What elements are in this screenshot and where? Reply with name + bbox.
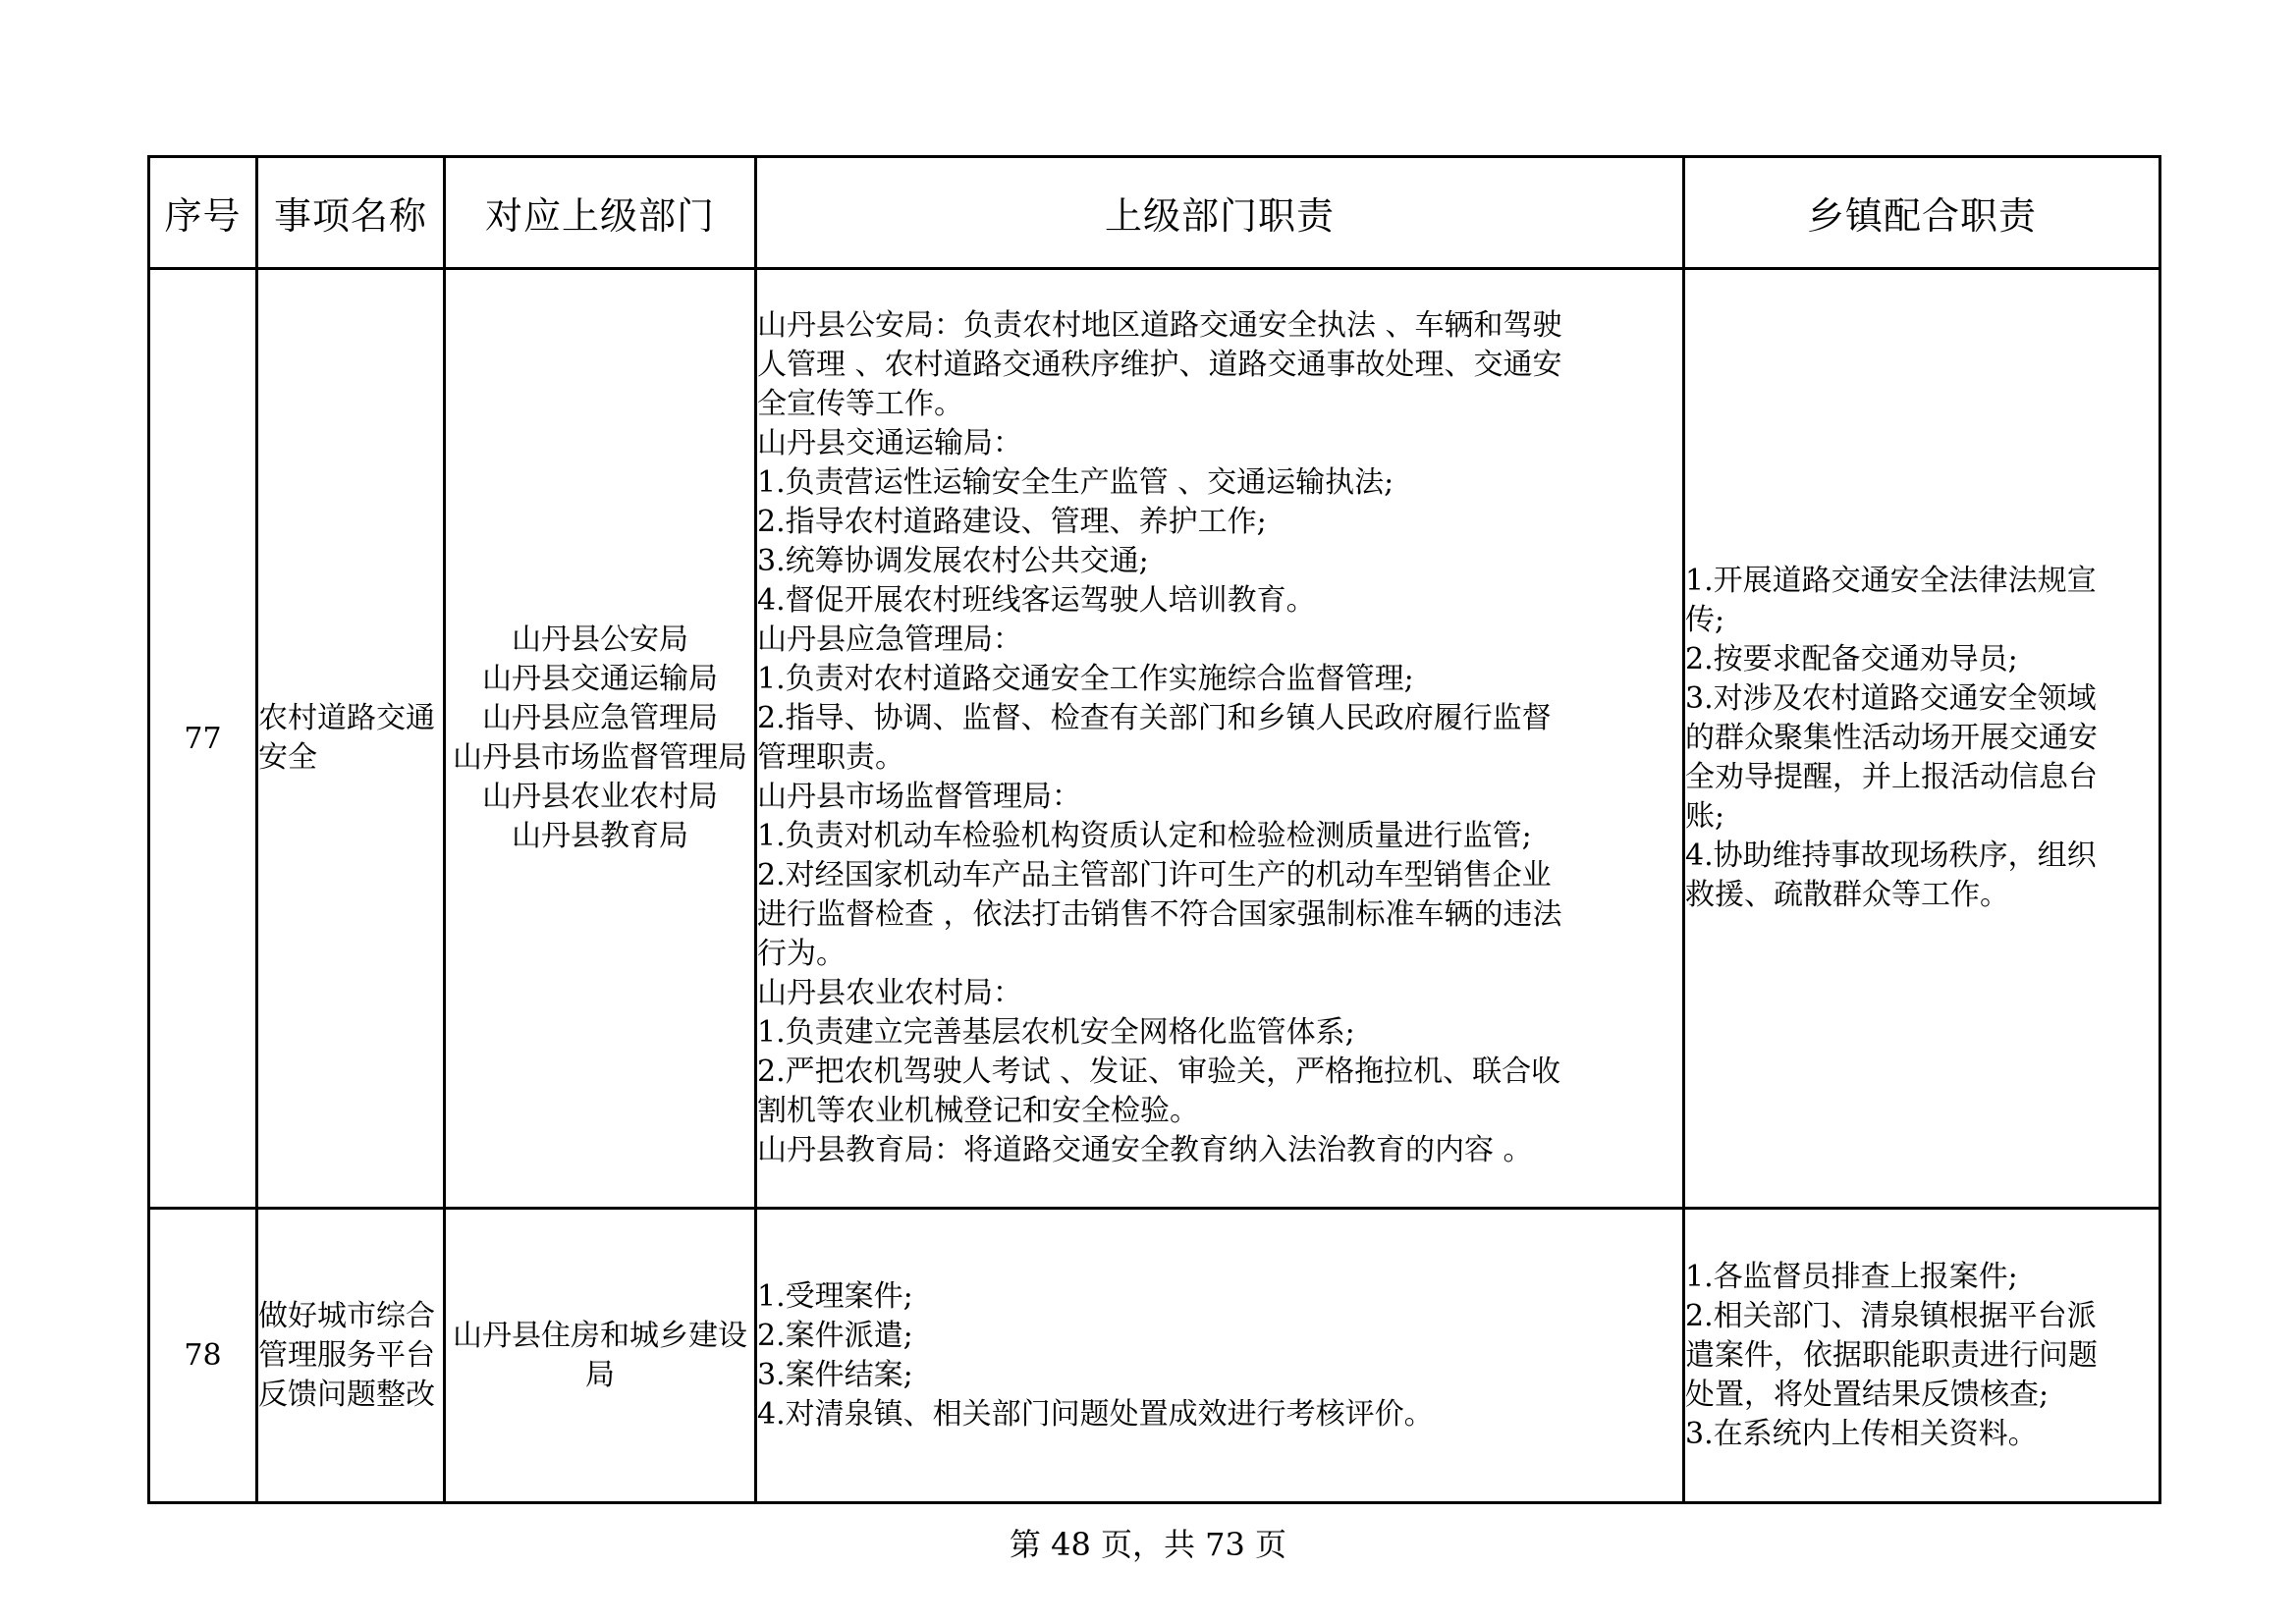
support-line: 4.协助维持事故现场秩序，组织 — [1685, 839, 2097, 873]
duty-line: 1.负责对机动车检验机构资质认定和检验检测质量进行监管; — [757, 819, 1532, 853]
duty-line: 4.督促开展农村班线客运驾驶人培训教育。 — [757, 583, 1316, 618]
department-line: 山丹县应急管理局 — [482, 701, 718, 735]
duty-line: 2.指导、协调、监督、检查有关部门和乡镇人民政府履行监督 — [757, 701, 1552, 735]
department-line: 山丹县交通运输局 — [482, 662, 718, 696]
duty-line: 山丹县公安局：负责农村地区道路交通安全执法 、车辆和驾驶 — [757, 308, 1562, 343]
table-row — [149, 1209, 2160, 1503]
support-line: 3.对涉及农村道路交通安全领域 — [1685, 681, 2097, 716]
duty-line: 1.负责营运性运输安全生产监管 、交通运输执法; — [757, 465, 1394, 500]
duty-line: 2.案件派遣; — [757, 1318, 913, 1353]
duty-table — [147, 155, 2161, 1504]
department-line: 山丹县公安局 — [512, 622, 688, 657]
row-item-name — [257, 1209, 445, 1503]
header-seq: 序号 — [149, 157, 257, 269]
support-line: 处置，将处置结果反馈核查; — [1685, 1377, 2050, 1412]
support-line: 遣案件，依据职能职责进行问题 — [1685, 1337, 2098, 1373]
row-duties — [756, 1209, 1684, 1503]
row-departments — [445, 1209, 756, 1503]
duty-line: 2.严把农机驾驶人考试 、发证、审验关，严格拖拉机、联合收 — [757, 1055, 1561, 1089]
support-line: 2.按要求配备交通劝导员; — [1685, 642, 2018, 676]
row-town-support — [1684, 1209, 2160, 1503]
header-department: 对应上级部门 — [445, 157, 756, 269]
page-number: 第 48 页，共 73 页 — [1009, 1526, 1287, 1563]
duty-line: 1.负责对农村道路交通安全工作实施综合监督管理; — [757, 662, 1414, 696]
department-line: 山丹县市场监督管理局 — [453, 740, 747, 775]
duty-line: 进行监督检查 ，依法打击销售不符合国家强制标准车辆的违法 — [757, 897, 1562, 932]
row-duties — [756, 269, 1684, 1209]
row-departments — [445, 269, 756, 1209]
header-item-name: 事项名称 — [257, 157, 445, 269]
duty-line: 3.案件结案; — [757, 1357, 913, 1392]
duty-line: 山丹县市场监督管理局： — [757, 780, 1081, 814]
support-line: 救援、疏散群众等工作。 — [1685, 878, 2009, 912]
support-line: 传; — [1685, 603, 1725, 637]
support-line: 1.各监督员排查上报案件; — [1685, 1259, 2018, 1294]
duty-line: 1.负责建立完善基层农机安全网格化监管体系; — [757, 1015, 1355, 1050]
support-line: 2.相关部门、清泉镇根据平台派 — [1685, 1298, 2097, 1333]
duty-line: 管理职责。 — [757, 740, 904, 775]
duty-line: 人管理 、农村道路交通秩序维护、道路交通事故处理、交通安 — [757, 348, 1562, 382]
duty-line: 行为。 — [757, 937, 846, 971]
row-item-name — [257, 269, 445, 1209]
department-line: 山丹县住房和城乡建设局 — [453, 1318, 747, 1392]
item-name-text: 农村道路交通安全 — [258, 701, 435, 775]
support-line: 3.在系统内上传相关资料。 — [1685, 1416, 2038, 1451]
duty-line: 2.对经国家机动车产品主管部门许可生产的机动车型销售企业 — [757, 858, 1552, 893]
support-line: 全劝导提醒，并上报活动信息台 — [1685, 760, 2098, 794]
duty-line: 山丹县农业农村局： — [757, 976, 1022, 1010]
header-row — [149, 157, 2160, 269]
support-line: 1.开展道路交通安全法律法规宣 — [1685, 564, 2097, 598]
duty-line: 山丹县应急管理局： — [757, 622, 1022, 657]
duty-line: 割机等农业机械登记和安全检验。 — [757, 1094, 1199, 1128]
table-row — [149, 269, 2160, 1209]
row-seq: 77 — [149, 269, 257, 1209]
department-line: 山丹县教育局 — [512, 819, 688, 853]
duty-line: 2.指导农村道路建设、管理、养护工作; — [757, 505, 1267, 539]
item-name-text: 做好城市综合管理服务平台反馈问题整改 — [258, 1298, 435, 1412]
duty-line: 3.统筹协调发展农村公共交通; — [757, 544, 1149, 578]
duty-line: 1.受理案件; — [757, 1278, 913, 1314]
duty-line: 山丹县交通运输局： — [757, 426, 1022, 460]
header-town-support: 乡镇配合职责 — [1684, 157, 2160, 269]
duty-line: 山丹县教育局：将道路交通安全教育纳入法治教育的内容 。 — [757, 1133, 1533, 1167]
support-line: 的群众聚集性活动场开展交通安 — [1685, 721, 2098, 755]
support-line: 账; — [1685, 799, 1725, 834]
row-town-support — [1684, 269, 2160, 1209]
department-line: 山丹县农业农村局 — [482, 780, 718, 814]
duty-line: 全宣传等工作。 — [757, 387, 963, 421]
row-seq: 78 — [149, 1209, 257, 1503]
header-department-duties: 上级部门职责 — [756, 157, 1684, 269]
duty-line: 4.对清泉镇、相关部门问题处置成效进行考核评价。 — [757, 1396, 1434, 1432]
